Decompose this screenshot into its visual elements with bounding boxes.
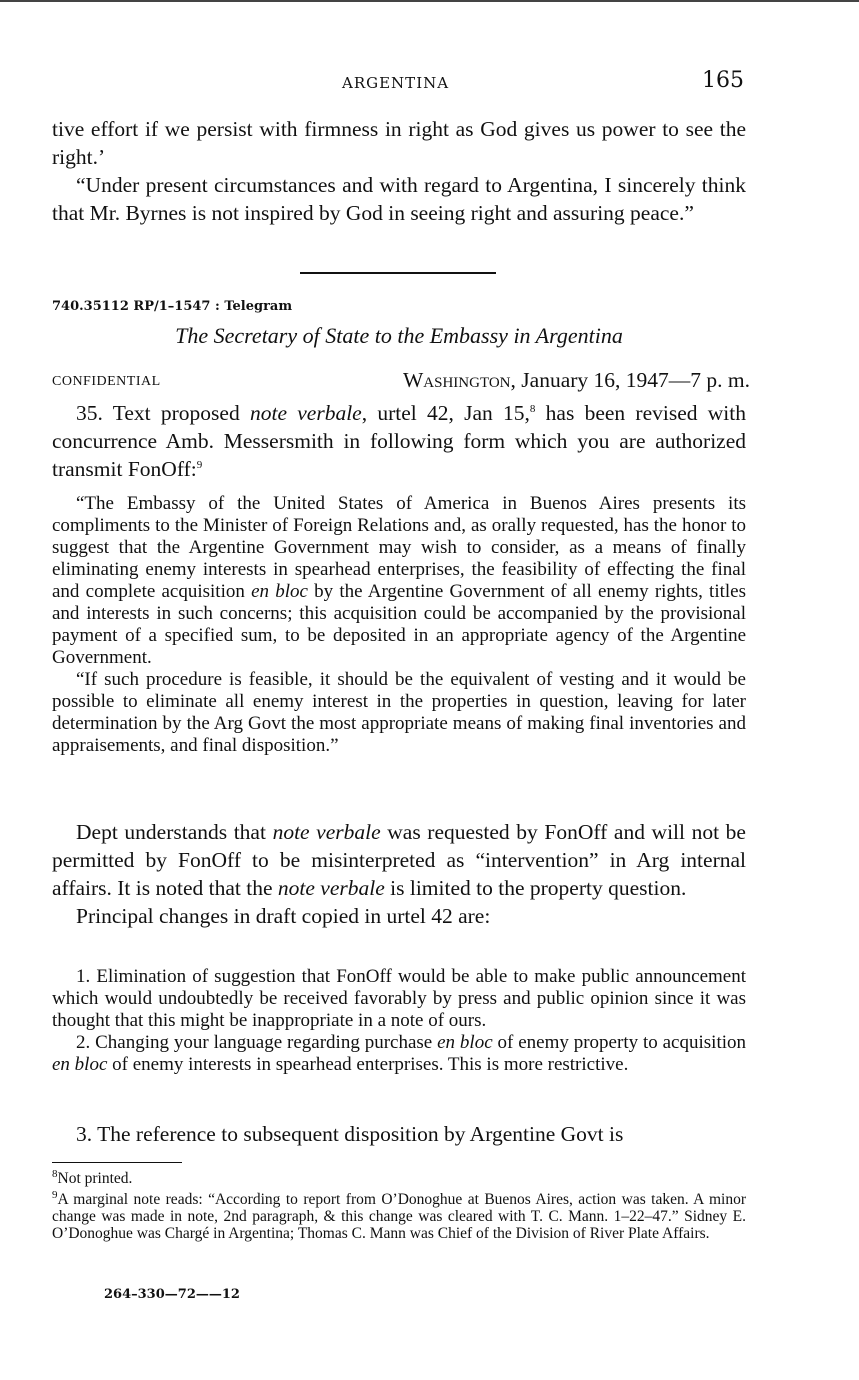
- quote-paragraph-1: [52, 493, 746, 669]
- footnote-9-text: A marginal note reads: “According to report from O’Donoghue at Buenos Aires, action was taken. A minor change was made in note, 2nd paragraph, & this change was cleared with T. C. Mann. 1–22–47.” Sidney E. O’Donoghue was Chargé in Argentina; Thomas C. Mann was Chief of the Division of River Plate Affairs.: [52, 1191, 746, 1242]
- dept-italic-1: note verbale: [272, 820, 381, 844]
- footnote-ref-8: 8: [529, 402, 536, 415]
- date: , January 16, 1947—7 p. m.: [510, 368, 750, 392]
- quote-text-c: by the Argentine Government of all enemy rights, titles and interests in such concerns; this acquisition could be accompanied by the provisional payment of a specified sum, to be deposited in an appropriate agency of the Argentine Government.: [52, 581, 746, 668]
- changes-list: [52, 966, 746, 1076]
- document-heading: The Secretary of State to the Embassy in Argentina: [175, 323, 623, 348]
- change2-italic-1: en bloc: [437, 1032, 493, 1053]
- place: Washington: [403, 368, 511, 392]
- dept-text-c: was requested by FonOff and will not be permitted by FonOff to be misinterpreted as “intervention” in Arg internal affairs. It is noted that the: [52, 820, 746, 900]
- dept-italic-2: note verbale: [277, 876, 385, 900]
- quote-text-a: “The Embassy of the United States of America in Buenos Aires presents its compliments to the Minister of Foreign Relations and, as orally requested, has the honor to suggest that the Argentine Government may wish to consider, as a means of finally eliminating enemy interests in spearhead enterprises, the feasibility of effecting the final and complete acquisition: [52, 493, 746, 602]
- change2-text-c: of enemy property to acquisition: [492, 1032, 746, 1053]
- top-edge-line: [0, 0, 859, 2]
- footnote-9: [52, 1188, 746, 1242]
- changes-intro: Principal changes in draft copied in urtel 42 are:: [76, 904, 491, 928]
- file-number: 740.35112 RP/1–1547 : Telegram: [52, 299, 293, 314]
- footnote-8-mark: 8: [52, 1167, 58, 1180]
- dept-paragraph: [52, 818, 746, 902]
- intro-italic: note verbale: [249, 401, 362, 425]
- footnote-rule: [52, 1162, 182, 1163]
- dept-commentary: [52, 818, 746, 930]
- quoted-note: [52, 493, 746, 757]
- dept-text-a: Dept understands that: [76, 820, 273, 844]
- change-item-3-block: [52, 1120, 746, 1148]
- page-number: 165: [702, 68, 744, 93]
- running-head: [0, 68, 859, 98]
- section-divider: [300, 272, 496, 274]
- dateline: [52, 368, 750, 396]
- change2-italic-2: en bloc: [52, 1054, 108, 1075]
- place-date: [403, 368, 750, 393]
- quote-paragraph-2: “If such procedure is feasible, it should be the equivalent of vesting and it would be possible to eliminate all enemy interest in the properties in question, leaving for later determination by the Arg Govt the most appropriate means of making final inventories and appraisements, and final disposition.”: [52, 669, 746, 756]
- telegram-intro: [52, 399, 746, 483]
- footnote-8-text: Not printed.: [57, 1170, 133, 1187]
- change-item-1: 1. Elimination of suggestion that FonOff would be able to make public announcement which would undoubtedly be received favorably by press and public opinion since it was thought that this might be inappropriate in a note of ours.: [52, 966, 746, 1031]
- footnote-ref-9: 9: [196, 458, 203, 471]
- change2-text-a: 2. Changing your language regarding purchase: [76, 1032, 438, 1053]
- carryover-text: [52, 115, 746, 227]
- footnote-8: [52, 1167, 746, 1187]
- running-head-title: ARGENTINA: [342, 74, 450, 92]
- intro-text-c: , urtel 42, Jan 15,: [361, 401, 530, 425]
- change-item-2: [52, 1032, 746, 1076]
- carryover-paragraph-1: tive effort if we persist with firmness in right as God gives us power to see the right.’: [52, 117, 746, 169]
- intro-text-d: has been revised with concurrence Amb. Messersmith in following form which you are authorized transmit FonOff:: [52, 401, 746, 481]
- dept-text-e: is limited to the property question.: [384, 876, 687, 900]
- carryover-paragraph-2: “Under present circumstances and with regard to Argentina, I sincerely think that Mr. Byrnes is not inspired by God in seeing right and assuring peace.”: [52, 173, 746, 225]
- change2-text-e: of enemy interests in spearhead enterprises. This is more restrictive.: [107, 1054, 629, 1075]
- intro-paragraph: [52, 399, 746, 483]
- footnote-9-mark: 9: [52, 1188, 58, 1201]
- print-code: 264–330—72——12: [104, 1287, 240, 1302]
- quote-italic: en bloc: [251, 581, 308, 602]
- intro-text-a: 35. Text proposed: [76, 401, 250, 425]
- change-item-3: 3. The reference to subsequent disposition by Argentine Govt is: [76, 1122, 624, 1146]
- classification: CONFIDENTIAL: [52, 374, 161, 389]
